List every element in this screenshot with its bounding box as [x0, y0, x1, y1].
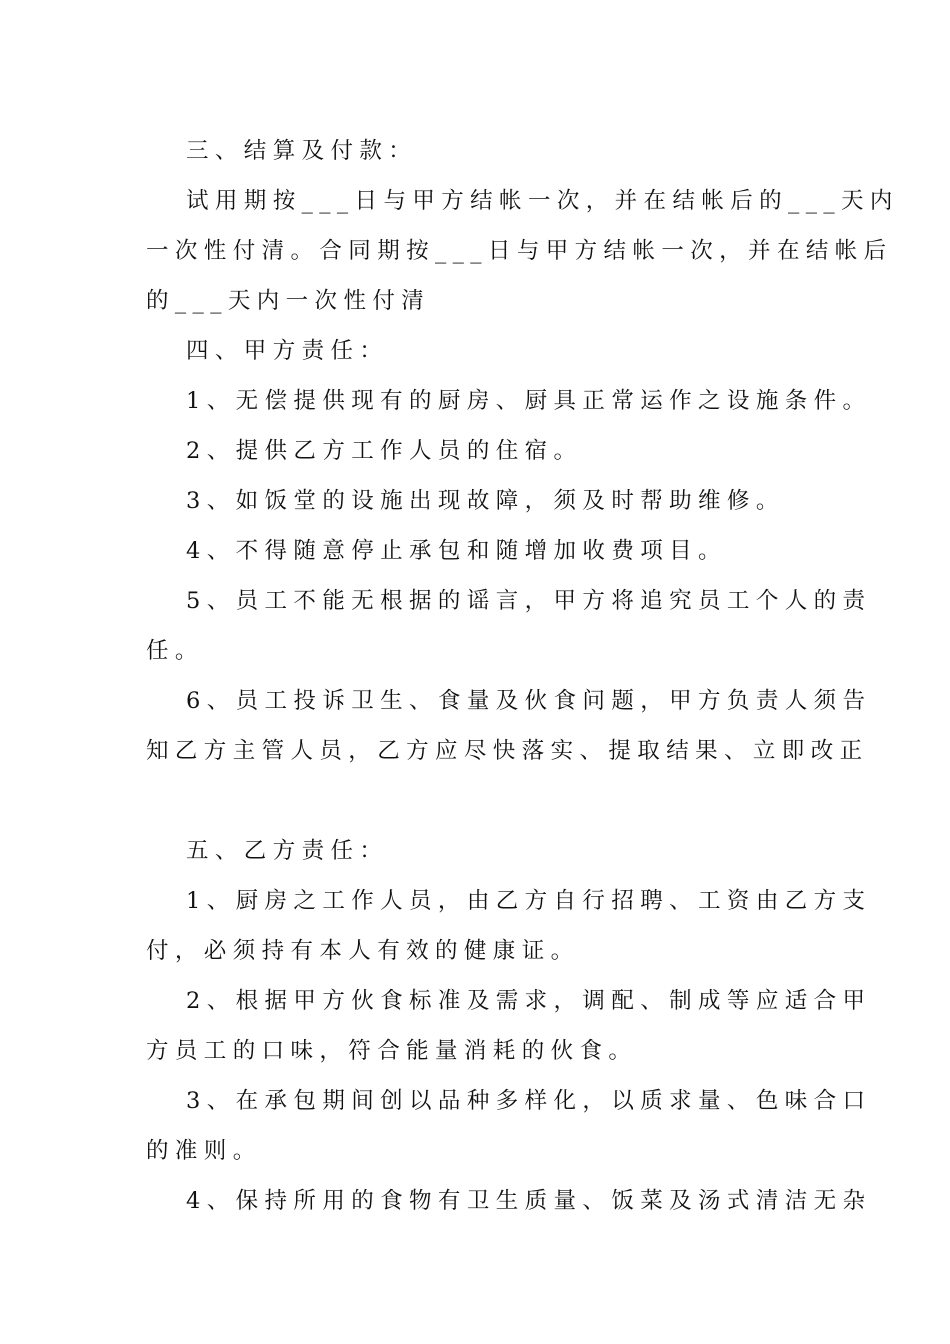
paragraph-line: 的___天内一次性付清 — [146, 288, 431, 314]
list-item: 5、员工不能无根据的谣言，甲方将追究员工个人的责 — [186, 588, 872, 614]
paragraph-line: 一次性付清。合同期按___日与甲方结帐一次，并在结帐后 — [146, 238, 893, 264]
list-item: 4、不得随意停止承包和随增加收费项目。 — [186, 538, 727, 564]
list-item-continuation: 方员工的口味，符合能量消耗的伙食。 — [146, 1038, 638, 1064]
list-item: 3、在承包期间创以品种多样化，以质求量、色味合口 — [186, 1088, 872, 1114]
list-item: 6、员工投诉卫生、食量及伙食问题，甲方负责人须告 — [186, 688, 872, 714]
list-item: 2、根据甲方伙食标准及需求，调配、制成等应适合甲 — [186, 988, 872, 1014]
list-item: 2、提供乙方工作人员的住宿。 — [186, 438, 583, 464]
list-item: 1、厨房之工作人员，由乙方自行招聘、工资由乙方支 — [186, 888, 872, 914]
list-item-continuation: 知乙方主管人员，乙方应尽快落实、提取结果、立即改正 — [146, 738, 869, 764]
list-item: 3、如饭堂的设施出现故障，须及时帮助维修。 — [186, 488, 785, 514]
list-item-continuation: 任。 — [146, 638, 204, 664]
list-item-continuation: 的准则。 — [146, 1138, 262, 1164]
section-heading-party-a: 四、甲方责任： — [186, 338, 389, 364]
paragraph-line: 试用期按___日与甲方结帐一次，并在结帐后的___天内 — [186, 188, 899, 214]
list-item: 1、无偿提供现有的厨房、厨具正常运作之设施条件。 — [186, 388, 872, 414]
list-item-continuation: 付，必须持有本人有效的健康证。 — [146, 938, 580, 964]
list-item: 4、保持所用的食物有卫生质量、饭菜及汤式清洁无杂 — [186, 1188, 872, 1214]
section-heading-settlement: 三、结算及付款： — [186, 138, 418, 164]
section-heading-party-b: 五、乙方责任： — [186, 838, 389, 864]
